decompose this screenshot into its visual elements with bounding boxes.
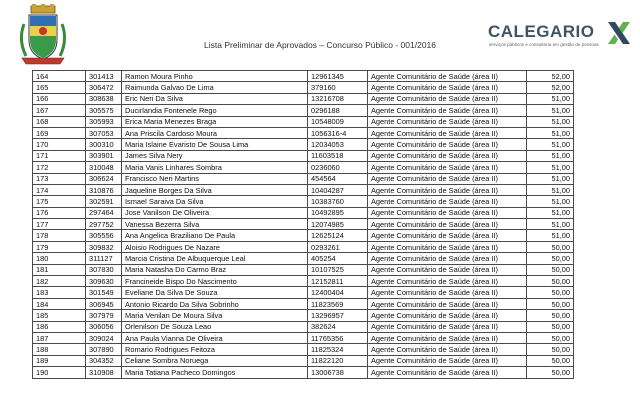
position-name-cell: Agente Comunitário de Saúde (área II) (368, 207, 527, 218)
candidate-number-cell: 184 (33, 298, 86, 309)
table-row (33, 162, 574, 173)
candidate-number-cell: 188 (33, 344, 86, 355)
candidate-name-cell: James Silva Nery (122, 150, 308, 161)
table-row (33, 310, 574, 321)
table-row (33, 105, 574, 116)
table-row (33, 207, 574, 218)
candidate-name-cell: Jaqueline Borges Da Silva (122, 184, 308, 195)
table-row (33, 276, 574, 287)
position-name-cell: Agente Comunitário de Saúde (área II) (368, 184, 527, 195)
candidate-number-cell: 182 (33, 276, 86, 287)
document-number-cell: 454564 (308, 173, 368, 184)
table-row (33, 253, 574, 264)
candidate-name-cell: Jose Vanilson De Oliveira (122, 207, 308, 218)
score-cell: 50,00 (527, 310, 574, 321)
candidate-number-cell: 164 (33, 71, 86, 82)
brand-tagline: serviços públicos e consultoria em gestão de pessoas (489, 42, 599, 47)
candidate-number-cell: 186 (33, 321, 86, 332)
document-number-cell: 11765356 (308, 332, 368, 343)
score-cell: 51,00 (527, 184, 574, 195)
candidate-name-cell: Eric Neri Da Silva (122, 93, 308, 104)
table-row (33, 298, 574, 309)
registration-number-cell: 306472 (86, 82, 122, 93)
candidate-name-cell: Francineide Bispo Do Nascimento (122, 276, 308, 287)
document-number-cell: 12961345 (308, 71, 368, 82)
table-row (33, 116, 574, 127)
document-number-cell: 10404287 (308, 184, 368, 195)
candidate-name-cell: Romario Rodrigues Feitoza (122, 344, 308, 355)
document-number-cell: 10383760 (308, 196, 368, 207)
score-cell: 51,00 (527, 150, 574, 161)
registration-number-cell: 297752 (86, 219, 122, 230)
candidate-number-cell: 177 (33, 219, 86, 230)
table-row (33, 127, 574, 138)
candidate-number-cell: 166 (33, 93, 86, 104)
score-cell: 51,00 (527, 219, 574, 230)
position-name-cell: Agente Comunitário de Saúde (área II) (368, 127, 527, 138)
candidate-name-cell: Antonio Ricardo Da Silva Sobrinho (122, 298, 308, 309)
table-row (33, 219, 574, 230)
document-number-cell: 10107525 (308, 264, 368, 275)
position-name-cell: Agente Comunitário de Saúde (área II) (368, 116, 527, 127)
candidate-number-cell: 174 (33, 184, 86, 195)
position-name-cell: Agente Comunitário de Saúde (área II) (368, 162, 527, 173)
candidate-number-cell: 167 (33, 105, 86, 116)
candidate-number-cell: 185 (33, 310, 86, 321)
score-cell: 50,00 (527, 264, 574, 275)
position-name-cell: Agente Comunitário de Saúde (área II) (368, 82, 527, 93)
document-number-cell: 12034053 (308, 139, 368, 150)
position-name-cell: Agente Comunitário de Saúde (área II) (368, 173, 527, 184)
table-row (33, 139, 574, 150)
municipal-coat-of-arms-icon (16, 4, 70, 68)
score-cell: 50,00 (527, 344, 574, 355)
document-number-cell: 13006738 (308, 367, 368, 378)
position-name-cell: Agente Comunitário de Saúde (área II) (368, 367, 527, 378)
position-name-cell: Agente Comunitário de Saúde (área II) (368, 287, 527, 298)
candidate-number-cell: 180 (33, 253, 86, 264)
table-row (33, 71, 574, 82)
score-cell: 51,00 (527, 162, 574, 173)
candidate-number-cell: 178 (33, 230, 86, 241)
registration-number-cell: 301413 (86, 71, 122, 82)
position-name-cell: Agente Comunitário de Saúde (área II) (368, 196, 527, 207)
candidate-number-cell: 189 (33, 355, 86, 366)
document-number-cell: 11825324 (308, 344, 368, 355)
position-name-cell: Agente Comunitário de Saúde (área II) (368, 321, 527, 332)
registration-number-cell: 305993 (86, 116, 122, 127)
candidate-name-cell: Maria Islaine Evaristo De Sousa Lima (122, 139, 308, 150)
score-cell: 51,00 (527, 230, 574, 241)
registration-number-cell: 303901 (86, 150, 122, 161)
score-cell: 50,00 (527, 355, 574, 366)
registration-number-cell: 305556 (86, 230, 122, 241)
candidate-name-cell: Ana Angelica Braziliano De Paula (122, 230, 308, 241)
candidate-name-cell: Maria Vanis Linhares Sombra (122, 162, 308, 173)
candidate-number-cell: 165 (33, 82, 86, 93)
candidate-number-cell: 171 (33, 150, 86, 161)
registration-number-cell: 306624 (86, 173, 122, 184)
candidate-name-cell: Vanessa Bezerra Silva (122, 219, 308, 230)
score-cell: 51,00 (527, 105, 574, 116)
position-name-cell: Agente Comunitário de Saúde (área II) (368, 71, 527, 82)
registration-number-cell: 309024 (86, 332, 122, 343)
position-name-cell: Agente Comunitário de Saúde (área II) (368, 241, 527, 252)
document-number-cell: 13216708 (308, 93, 368, 104)
document-number-cell: 11603518 (308, 150, 368, 161)
document-number-cell: 12074985 (308, 219, 368, 230)
registration-number-cell: 305575 (86, 105, 122, 116)
table-row (33, 332, 574, 343)
candidate-number-cell: 183 (33, 287, 86, 298)
position-name-cell: Agente Comunitário de Saúde (área II) (368, 219, 527, 230)
table-row (33, 241, 574, 252)
brand-name: CALEGARIO (488, 22, 595, 41)
candidate-number-cell: 190 (33, 367, 86, 378)
score-cell: 50,00 (527, 287, 574, 298)
registration-number-cell: 301549 (86, 287, 122, 298)
position-name-cell: Agente Comunitário de Saúde (área II) (368, 344, 527, 355)
position-name-cell: Agente Comunitário de Saúde (área II) (368, 276, 527, 287)
score-cell: 51,00 (527, 173, 574, 184)
candidate-name-cell: Ana Priscila Cardoso Moura (122, 127, 308, 138)
registration-number-cell: 308638 (86, 93, 122, 104)
candidate-name-cell: Maria Tatiana Pacheco Domingos (122, 367, 308, 378)
document-number-cell: 0236060 (308, 162, 368, 173)
document-number-cell: 382624 (308, 321, 368, 332)
table-row (33, 173, 574, 184)
document-number-cell: 13296957 (308, 310, 368, 321)
registration-number-cell: 311127 (86, 253, 122, 264)
score-cell: 50,00 (527, 241, 574, 252)
score-cell: 50,00 (527, 298, 574, 309)
table-row (33, 82, 574, 93)
registration-number-cell: 309832 (86, 241, 122, 252)
candidate-name-cell: Ducirlandia Fontenele Rego (122, 105, 308, 116)
candidate-number-cell: 170 (33, 139, 86, 150)
table-row (33, 367, 574, 378)
position-name-cell: Agente Comunitário de Saúde (área II) (368, 264, 527, 275)
approved-candidates-table (32, 70, 574, 379)
score-cell: 50,00 (527, 321, 574, 332)
table-row (33, 344, 574, 355)
position-name-cell: Agente Comunitário de Saúde (área II) (368, 93, 527, 104)
candidate-name-cell: Aloisio Rodrigues De Nazare (122, 241, 308, 252)
candidate-number-cell: 179 (33, 241, 86, 252)
candidate-name-cell: Ana Paula Vianna De Oliveira (122, 332, 308, 343)
table-row (33, 184, 574, 195)
position-name-cell: Agente Comunitário de Saúde (área II) (368, 332, 527, 343)
score-cell: 50,00 (527, 276, 574, 287)
table-row (33, 355, 574, 366)
document-header (0, 0, 640, 70)
table-row (33, 264, 574, 275)
registration-number-cell: 310048 (86, 162, 122, 173)
candidate-number-cell: 175 (33, 196, 86, 207)
document-number-cell: 10548009 (308, 116, 368, 127)
registration-number-cell: 307830 (86, 264, 122, 275)
candidate-name-cell: Ismael Saraiva Da Silva (122, 196, 308, 207)
candidate-name-cell: Ramon Moura Pinho (122, 71, 308, 82)
brand-logo (488, 18, 638, 52)
table-row (33, 196, 574, 207)
candidate-name-cell: Maria Venilan De Moura Silva (122, 310, 308, 321)
score-cell: 51,00 (527, 196, 574, 207)
score-cell: 51,00 (527, 93, 574, 104)
registration-number-cell: 310908 (86, 367, 122, 378)
candidate-name-cell: Raimunda Galvao De Lima (122, 82, 308, 93)
registration-number-cell: 300310 (86, 139, 122, 150)
registration-number-cell: 307890 (86, 344, 122, 355)
candidate-name-cell: Orlenilson De Souza Leao (122, 321, 308, 332)
registration-number-cell: 306945 (86, 298, 122, 309)
page-title: Lista Preliminar de Aprovados – Concurso Público - 001/2016 (204, 40, 436, 50)
table-row (33, 150, 574, 161)
position-name-cell: Agente Comunitário de Saúde (área II) (368, 298, 527, 309)
document-number-cell: 11822120 (308, 355, 368, 366)
registration-number-cell: 304352 (86, 355, 122, 366)
score-cell: 51,00 (527, 116, 574, 127)
candidate-name-cell: Marcia Cristina De Albuquerque Leal (122, 253, 308, 264)
candidate-number-cell: 176 (33, 207, 86, 218)
score-cell: 51,00 (527, 139, 574, 150)
candidate-number-cell: 181 (33, 264, 86, 275)
table-body (33, 71, 574, 379)
registration-number-cell: 302591 (86, 196, 122, 207)
score-cell: 52,00 (527, 82, 574, 93)
candidate-name-cell: Eveliane Da Silva De Souza (122, 287, 308, 298)
position-name-cell: Agente Comunitário de Saúde (área II) (368, 139, 527, 150)
candidate-number-cell: 168 (33, 116, 86, 127)
position-name-cell: Agente Comunitário de Saúde (área II) (368, 230, 527, 241)
candidate-name-cell: Francisco Neri Martins (122, 173, 308, 184)
score-cell: 50,00 (527, 332, 574, 343)
registration-number-cell: 307979 (86, 310, 122, 321)
document-number-cell: 11823569 (308, 298, 368, 309)
score-cell: 51,00 (527, 207, 574, 218)
score-cell: 50,00 (527, 253, 574, 264)
document-number-cell: 0296188 (308, 105, 368, 116)
candidate-number-cell: 169 (33, 127, 86, 138)
registration-number-cell: 297464 (86, 207, 122, 218)
brand-x-icon (606, 20, 632, 46)
candidate-name-cell: Maria Natasha Do Carmo Braz (122, 264, 308, 275)
registration-number-cell: 310876 (86, 184, 122, 195)
document-number-cell: 405254 (308, 253, 368, 264)
table-row (33, 321, 574, 332)
table-row (33, 230, 574, 241)
registration-number-cell: 309630 (86, 276, 122, 287)
table-row (33, 287, 574, 298)
document-number-cell: 10492895 (308, 207, 368, 218)
document-number-cell: 12400404 (308, 287, 368, 298)
table-row (33, 93, 574, 104)
candidate-number-cell: 173 (33, 173, 86, 184)
position-name-cell: Agente Comunitário de Saúde (área II) (368, 150, 527, 161)
score-cell: 50,00 (527, 367, 574, 378)
document-number-cell: 0293261 (308, 241, 368, 252)
candidate-name-cell: Celiane Sombra Noruega (122, 355, 308, 366)
candidate-number-cell: 172 (33, 162, 86, 173)
registration-number-cell: 306056 (86, 321, 122, 332)
document-number-cell: 1056316-4 (308, 127, 368, 138)
score-cell: 51,00 (527, 127, 574, 138)
position-name-cell: Agente Comunitário de Saúde (área II) (368, 355, 527, 366)
position-name-cell: Agente Comunitário de Saúde (área II) (368, 310, 527, 321)
document-number-cell: 379160 (308, 82, 368, 93)
position-name-cell: Agente Comunitário de Saúde (área II) (368, 253, 527, 264)
document-number-cell: 12625124 (308, 230, 368, 241)
score-cell: 52,00 (527, 71, 574, 82)
document-number-cell: 12152811 (308, 276, 368, 287)
position-name-cell: Agente Comunitário de Saúde (área II) (368, 105, 527, 116)
registration-number-cell: 307053 (86, 127, 122, 138)
candidate-name-cell: Erica Maria Menezes Braga (122, 116, 308, 127)
candidate-number-cell: 187 (33, 332, 86, 343)
